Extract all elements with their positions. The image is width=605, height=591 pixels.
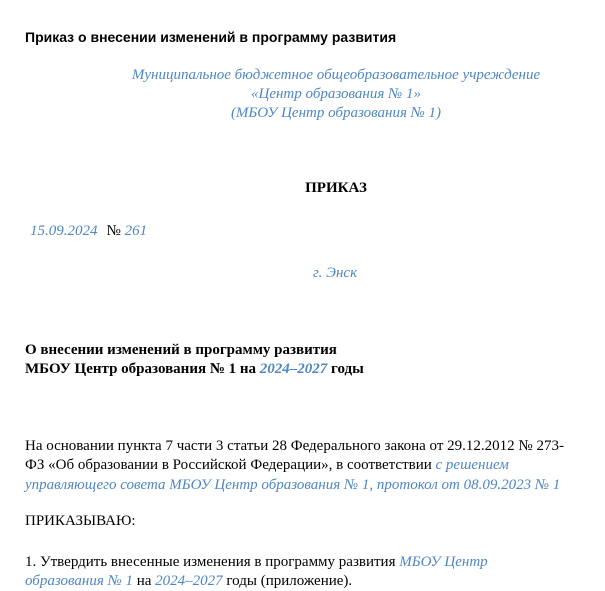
order-date: 15.09.2024: [30, 223, 98, 239]
document-title: Приказ о внесении изменений в программу развития: [25, 29, 397, 45]
city-name: г. Энск: [313, 265, 358, 281]
order-item-1-line2: [25, 571, 352, 591]
basis-line2: [25, 455, 509, 475]
item1-org-cont: образования № 1: [25, 573, 133, 589]
item1-org: МБОУ Центр: [399, 554, 488, 570]
basis-decision: с решением: [435, 457, 509, 473]
number-sign: №: [106, 223, 121, 239]
subject-line1: О внесении изменений в программу развития: [25, 342, 337, 358]
basis-line1: На основании пункта 7 части 3 статьи 28 Федерального закона от 29.12.2012 № 273-: [25, 438, 564, 454]
subject-line2: [25, 361, 364, 378]
order-item-1-line1: [25, 552, 488, 572]
org-name-line2: «Центр образования № 1»: [251, 86, 421, 102]
basis-law: ФЗ «Об образовании в Российской Федерации», в соответствии: [25, 457, 432, 473]
org-name-line1: Муниципальное бюджетное общеобразовательное учреждение: [131, 67, 541, 83]
subject-years: 2024–2027: [259, 361, 328, 377]
item1-na: на: [136, 573, 152, 589]
item1-years: 2024–2027: [155, 573, 223, 589]
order-heading: ПРИКАЗ: [305, 180, 367, 196]
org-short-name: (МБОУ Центр образования № 1): [230, 105, 442, 121]
date-number-line: [30, 223, 147, 240]
item1-suffix: годы (приложение).: [226, 573, 353, 589]
subject-org: МБОУ Центр образования № 1 на: [25, 361, 257, 377]
order-word: ПРИКАЗЫВАЮ:: [25, 513, 136, 529]
basis-protocol: управляющего совета МБОУ Центр образования № 1, протокол от 08.09.2023 № 1: [25, 477, 561, 493]
order-number: 261: [124, 223, 148, 239]
item1-text: 1. Утвердить внесенные изменения в программу развития: [25, 554, 396, 570]
subject-suffix: годы: [331, 361, 364, 377]
